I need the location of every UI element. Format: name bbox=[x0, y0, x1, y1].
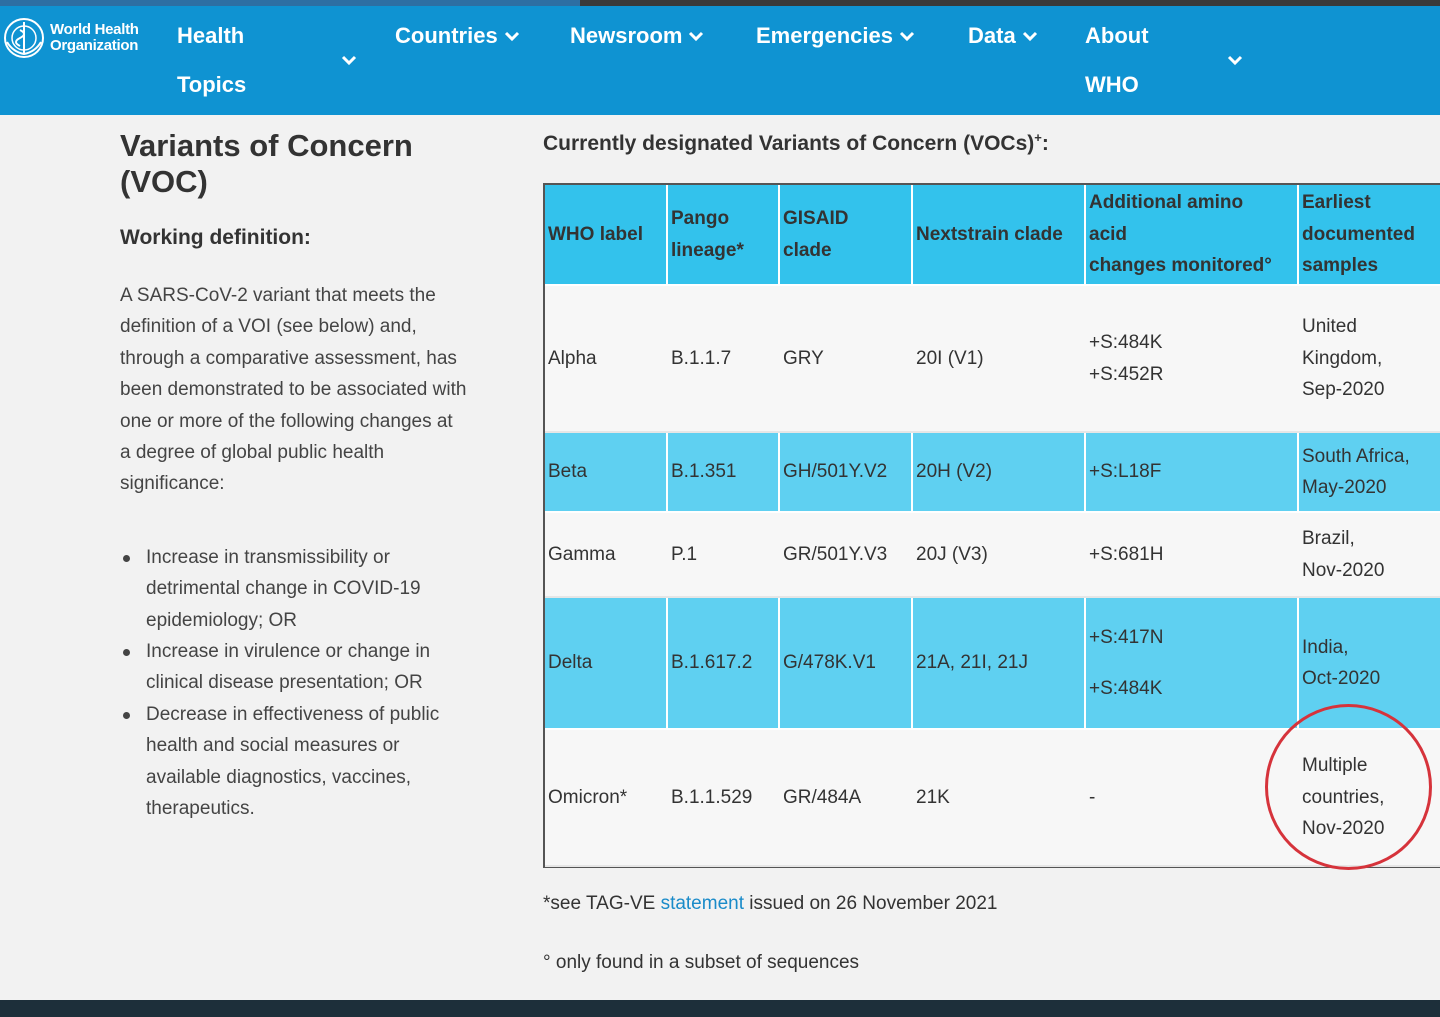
earliest-line: Nov-2020 bbox=[1302, 559, 1385, 581]
footnote-text: issued on 26 November 2021 bbox=[744, 893, 998, 914]
header-who-label bbox=[545, 185, 667, 285]
earliest-line: Multiple bbox=[1302, 755, 1368, 777]
earliest-line: countries, bbox=[1302, 786, 1385, 808]
cell-amino bbox=[1085, 285, 1298, 432]
header-text: Additional amino bbox=[1089, 192, 1244, 214]
cell-amino bbox=[1085, 597, 1298, 729]
voc-definition-panel bbox=[120, 128, 510, 825]
earliest-line: Sep-2020 bbox=[1302, 379, 1385, 401]
definition-line: a degree of global public health bbox=[120, 442, 385, 464]
footnote-subset: ° only found in a subset of sequences bbox=[543, 952, 860, 973]
definition-line: significance: bbox=[120, 473, 225, 495]
voc-table bbox=[543, 183, 1440, 868]
table-title-colon: : bbox=[1041, 132, 1049, 155]
nav-about-who[interactable] bbox=[1085, 20, 1255, 110]
earliest-line: Kingdom, bbox=[1302, 347, 1383, 369]
nav-emergencies-label: Emergencies bbox=[756, 23, 893, 48]
chevron-down-icon bbox=[688, 28, 704, 44]
definition-line: one or more of the following changes at bbox=[120, 410, 453, 432]
table-title-text: Currently designated Variants of Concern (VOCs) bbox=[543, 132, 1035, 155]
definition-line: A SARS-CoV-2 variant that meets the bbox=[120, 285, 436, 306]
cell-earliest bbox=[1298, 285, 1440, 432]
criteria-list bbox=[120, 542, 510, 825]
cell-pango: P.1 bbox=[667, 512, 779, 597]
criteria-line: Increase in virulence or change in bbox=[146, 641, 431, 663]
header-text: changes monitored° bbox=[1089, 255, 1272, 277]
earliest-line: Nov-2020 bbox=[1302, 818, 1385, 840]
top-navigation bbox=[0, 6, 1440, 115]
footnote-text: *see TAG-VE bbox=[543, 893, 661, 914]
chevron-down-icon bbox=[1227, 52, 1243, 68]
cell-nextstrain: 20H (V2) bbox=[912, 432, 1085, 512]
statement-link[interactable]: statement bbox=[660, 893, 744, 914]
header-text: clade bbox=[783, 239, 832, 261]
header-text: Pango bbox=[671, 208, 730, 229]
logo-wordmark bbox=[50, 22, 139, 54]
cell-amino bbox=[1085, 729, 1298, 866]
table-header-row bbox=[545, 185, 1440, 285]
table-row-beta bbox=[545, 432, 1440, 512]
cell-earliest bbox=[1298, 432, 1440, 512]
nav-data-label: Data bbox=[968, 23, 1016, 48]
cell-who-label: Beta bbox=[545, 432, 667, 512]
definition-line: definition of a VOI (see below) and, bbox=[120, 316, 417, 338]
footer-bar bbox=[0, 1000, 1440, 1017]
nav-about-line1: About bbox=[1085, 23, 1149, 48]
nav-data[interactable] bbox=[968, 23, 1038, 49]
footnote-tag-ve bbox=[543, 893, 998, 915]
working-definition-heading: Working definition: bbox=[120, 226, 311, 249]
earliest-line: May-2020 bbox=[1302, 477, 1387, 498]
cell-who-label: Gamma bbox=[545, 512, 667, 597]
nav-newsroom[interactable] bbox=[570, 23, 704, 49]
criteria-line: therapeutics. bbox=[146, 798, 255, 820]
definition-paragraph bbox=[120, 280, 510, 500]
criteria-line: Increase in transmissibility or bbox=[146, 546, 390, 568]
table-row-alpha bbox=[545, 285, 1440, 432]
cell-who-label: Delta bbox=[545, 597, 667, 729]
nav-countries[interactable] bbox=[395, 23, 520, 49]
cell-amino bbox=[1085, 512, 1298, 597]
table-row-gamma bbox=[545, 512, 1440, 597]
nav-health-topics-line2: Topics bbox=[177, 72, 247, 97]
amino-line: +S:484K bbox=[1089, 678, 1163, 699]
header-text: Earliest bbox=[1302, 192, 1371, 214]
amino-line: +S:681H bbox=[1089, 543, 1164, 565]
earliest-line: Brazil, bbox=[1302, 528, 1355, 549]
cell-who-label: Omicron* bbox=[545, 729, 667, 866]
earliest-line: India, bbox=[1302, 636, 1349, 658]
criteria-line: Decrease in effectiveness of public bbox=[146, 703, 440, 725]
criteria-line: available diagnostics, vaccines, bbox=[146, 766, 412, 788]
amino-line: - bbox=[1089, 786, 1096, 808]
cell-gisaid: GRY bbox=[779, 285, 912, 432]
chevron-down-icon bbox=[504, 28, 520, 44]
earliest-line: South Africa, bbox=[1302, 445, 1410, 467]
amino-line: +S:L18F bbox=[1089, 461, 1162, 483]
header-text: samples bbox=[1302, 255, 1379, 277]
page-title-line1: Variants of Concern bbox=[120, 128, 413, 163]
criteria-item bbox=[120, 636, 510, 699]
cell-pango: B.1.617.2 bbox=[667, 597, 779, 729]
nav-health-topics-line1: Health bbox=[177, 23, 245, 48]
cell-pango: B.1.1.7 bbox=[667, 285, 779, 432]
nav-about-line2: WHO bbox=[1085, 72, 1139, 97]
cell-gisaid: GR/501Y.V3 bbox=[779, 512, 912, 597]
bullet-icon bbox=[123, 649, 130, 656]
criteria-item bbox=[120, 699, 510, 825]
criteria-line: clinical disease presentation; OR bbox=[146, 672, 423, 694]
cell-nextstrain: 21K bbox=[912, 729, 1085, 866]
cell-earliest bbox=[1298, 729, 1440, 866]
chevron-down-icon bbox=[899, 28, 915, 44]
table-row-delta bbox=[545, 597, 1440, 729]
header-gisaid-clade bbox=[779, 185, 912, 285]
cell-pango: B.1.351 bbox=[667, 432, 779, 512]
cell-who-label: Alpha bbox=[545, 285, 667, 432]
cell-gisaid: GR/484A bbox=[779, 729, 912, 866]
cell-nextstrain: 20J (V3) bbox=[912, 512, 1085, 597]
definition-line: through a comparative assessment, has bbox=[120, 347, 457, 369]
cell-earliest bbox=[1298, 512, 1440, 597]
who-logo[interactable] bbox=[2, 16, 152, 60]
header-earliest-samples bbox=[1298, 185, 1440, 285]
table-title bbox=[543, 130, 1049, 156]
nav-newsroom-label: Newsroom bbox=[570, 23, 683, 48]
nav-health-topics[interactable] bbox=[177, 20, 357, 110]
cell-gisaid: G/478K.V1 bbox=[779, 597, 912, 729]
logo-line-1: World Health bbox=[50, 21, 139, 38]
earliest-line: United bbox=[1302, 316, 1357, 338]
nav-countries-label: Countries bbox=[395, 23, 498, 48]
criteria-line: detrimental change in COVID-19 bbox=[146, 578, 421, 600]
header-text: documented bbox=[1302, 223, 1415, 245]
definition-line: been demonstrated to be associated with bbox=[120, 379, 467, 401]
header-text: acid bbox=[1089, 223, 1128, 245]
earliest-line: Oct-2020 bbox=[1302, 668, 1381, 689]
logo-line-2: Organization bbox=[50, 37, 139, 54]
nav-emergencies[interactable] bbox=[756, 23, 915, 49]
cell-nextstrain: 20I (V1) bbox=[912, 285, 1085, 432]
amino-line: +S:452R bbox=[1089, 363, 1164, 385]
header-pango-lineage bbox=[667, 185, 779, 285]
criteria-line: health and social measures or bbox=[146, 735, 400, 757]
header-text: GISAID bbox=[783, 208, 849, 229]
criteria-item bbox=[120, 542, 510, 636]
bullet-icon bbox=[123, 555, 130, 562]
who-emblem-icon bbox=[2, 16, 46, 60]
table-row-omicron bbox=[545, 729, 1440, 866]
amino-line: +S:484K bbox=[1089, 332, 1163, 353]
header-text: WHO label bbox=[548, 223, 644, 245]
cell-nextstrain: 21A, 21I, 21J bbox=[912, 597, 1085, 729]
page-title bbox=[120, 128, 510, 200]
chevron-down-icon bbox=[341, 52, 357, 68]
cell-gisaid: GH/501Y.V2 bbox=[779, 432, 912, 512]
cell-pango: B.1.1.529 bbox=[667, 729, 779, 866]
amino-line: +S:417N bbox=[1089, 626, 1164, 648]
cell-amino bbox=[1085, 432, 1298, 512]
header-text: lineage* bbox=[671, 239, 744, 261]
amino-spacer bbox=[1089, 653, 1294, 673]
header-nextstrain-clade bbox=[912, 185, 1085, 285]
page-title-line2: (VOC) bbox=[120, 164, 208, 199]
header-additional-amino-acid bbox=[1085, 185, 1298, 285]
criteria-line: epidemiology; OR bbox=[146, 609, 298, 631]
chevron-down-icon bbox=[1022, 28, 1038, 44]
header-text: Nextstrain clade bbox=[916, 223, 1063, 245]
bullet-icon bbox=[123, 712, 130, 719]
cell-earliest bbox=[1298, 597, 1440, 729]
table-title-sup: + bbox=[1034, 130, 1042, 145]
